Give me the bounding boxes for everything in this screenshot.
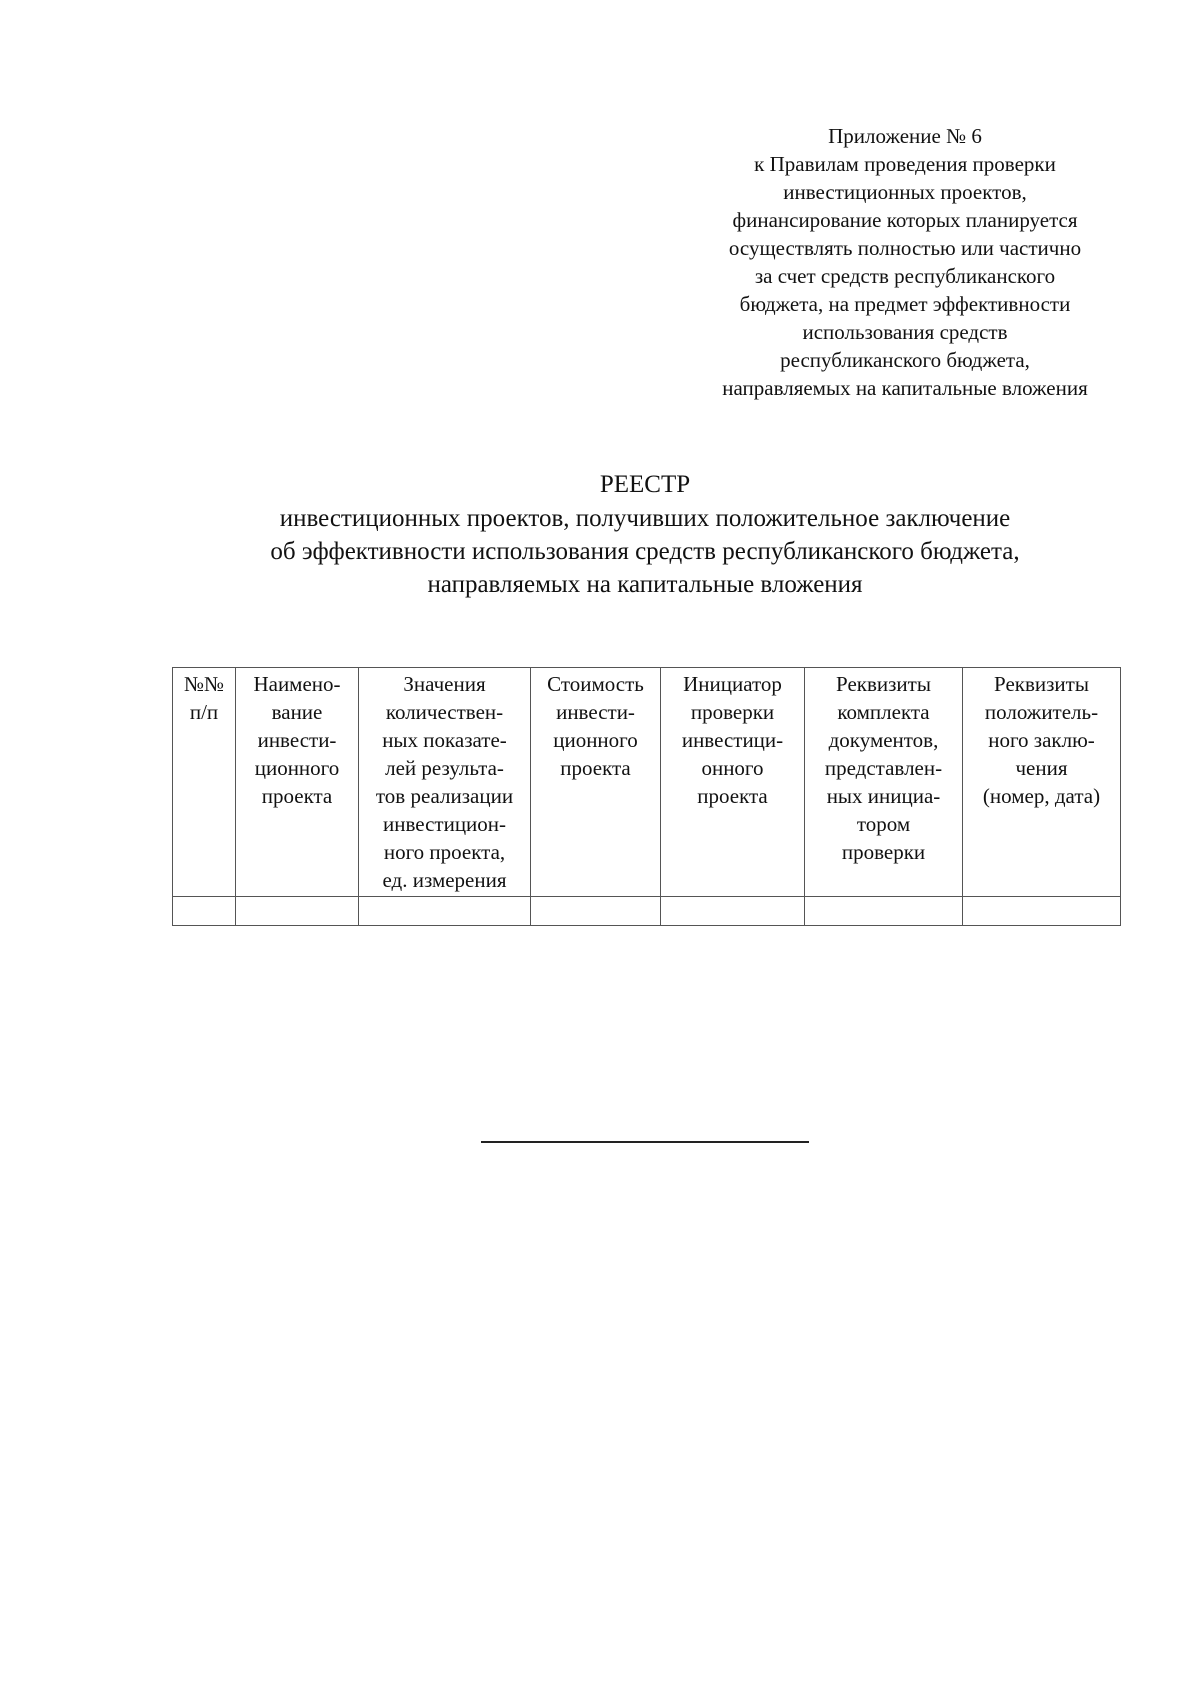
table-cell xyxy=(173,897,236,926)
appendix-line: инвестиционных проектов, xyxy=(783,180,1027,204)
column-header-initiator xyxy=(661,668,805,897)
table-cell xyxy=(236,897,359,926)
header-line: Инициатор xyxy=(683,672,782,696)
column-header-project-name xyxy=(236,668,359,897)
column-header-cost xyxy=(531,668,661,897)
header-line: ного проекта, xyxy=(383,840,506,864)
column-header-indicators xyxy=(359,668,531,897)
header-line: проекта xyxy=(697,784,768,808)
header-line: Значения xyxy=(403,672,486,696)
header-line: Реквизиты xyxy=(836,672,931,696)
header-line: проекта xyxy=(560,756,631,780)
header-line: ционного xyxy=(254,756,340,780)
header-line: п/п xyxy=(189,700,219,724)
table-row xyxy=(173,897,1121,926)
appendix-line: за счет средств республиканского xyxy=(754,264,1056,288)
header-line: комплекта xyxy=(837,700,930,724)
header-line: ных инициа- xyxy=(826,784,941,808)
column-header-number xyxy=(173,668,236,897)
header-line: вание xyxy=(271,700,323,724)
column-header-documents xyxy=(805,668,963,897)
header-line: документов, xyxy=(828,728,939,752)
appendix-line: бюджета, на предмет эффективности xyxy=(739,292,1071,316)
header-line: Стоимость xyxy=(547,672,644,696)
appendix-line: республиканского бюджета, xyxy=(780,348,1030,372)
appendix-line: финансирование которых планируется xyxy=(732,208,1078,232)
header-line: проверки xyxy=(690,700,775,724)
closing-rule-line xyxy=(481,1141,809,1143)
header-line: ед. измерения xyxy=(382,868,507,892)
header-line: представлен- xyxy=(824,756,943,780)
document-subtitle-line: об эффективности использования средств республиканского бюджета, xyxy=(270,538,1020,565)
header-line: (номер, дата) xyxy=(982,784,1101,808)
header-line: онного xyxy=(701,756,764,780)
appendix-line: осуществлять полностью или частично xyxy=(728,236,1082,260)
table-cell xyxy=(805,897,963,926)
header-line: Реквизиты xyxy=(994,672,1089,696)
header-line: положитель- xyxy=(984,700,1099,724)
appendix-line: Приложение № 6 xyxy=(828,124,982,148)
header-line: тором xyxy=(856,812,911,836)
header-line: лей результа- xyxy=(385,756,504,780)
document-subtitle-line: направляемых на капитальные вложения xyxy=(427,571,863,598)
document-heading xyxy=(0,468,1200,601)
document-subtitle-line: инвестиционных проектов, получивших положительное заключение xyxy=(279,505,1011,532)
header-line: инвестицион- xyxy=(382,812,507,836)
appendix-line: направляемых на капитальные вложения xyxy=(722,376,1088,400)
appendix-line: к Правилам проведения проверки xyxy=(754,152,1056,176)
header-line: инвести- xyxy=(257,728,337,752)
header-line: проверки xyxy=(841,840,926,864)
table-cell xyxy=(359,897,531,926)
header-line: проекта xyxy=(261,784,333,808)
document-title: РЕЕСТР xyxy=(599,471,691,498)
header-line: инвести- xyxy=(556,700,635,724)
table-header-row xyxy=(173,668,1121,897)
column-header-conclusion xyxy=(963,668,1121,897)
header-line: ных показате- xyxy=(382,728,507,752)
header-line: количествен- xyxy=(385,700,504,724)
table-cell xyxy=(963,897,1121,926)
header-line: инвестици- xyxy=(681,728,784,752)
header-line: ного заклю- xyxy=(988,728,1095,752)
header-line: чения xyxy=(1015,756,1068,780)
header-line: ционного xyxy=(553,728,638,752)
appendix-block xyxy=(690,122,1120,402)
header-line: №№ xyxy=(183,672,225,696)
header-line: Наимено- xyxy=(253,672,341,696)
table-cell xyxy=(661,897,805,926)
registry-table xyxy=(172,667,1121,926)
table-cell xyxy=(531,897,661,926)
appendix-line: использования средств xyxy=(802,320,1008,344)
header-line: тов реализации xyxy=(375,784,514,808)
